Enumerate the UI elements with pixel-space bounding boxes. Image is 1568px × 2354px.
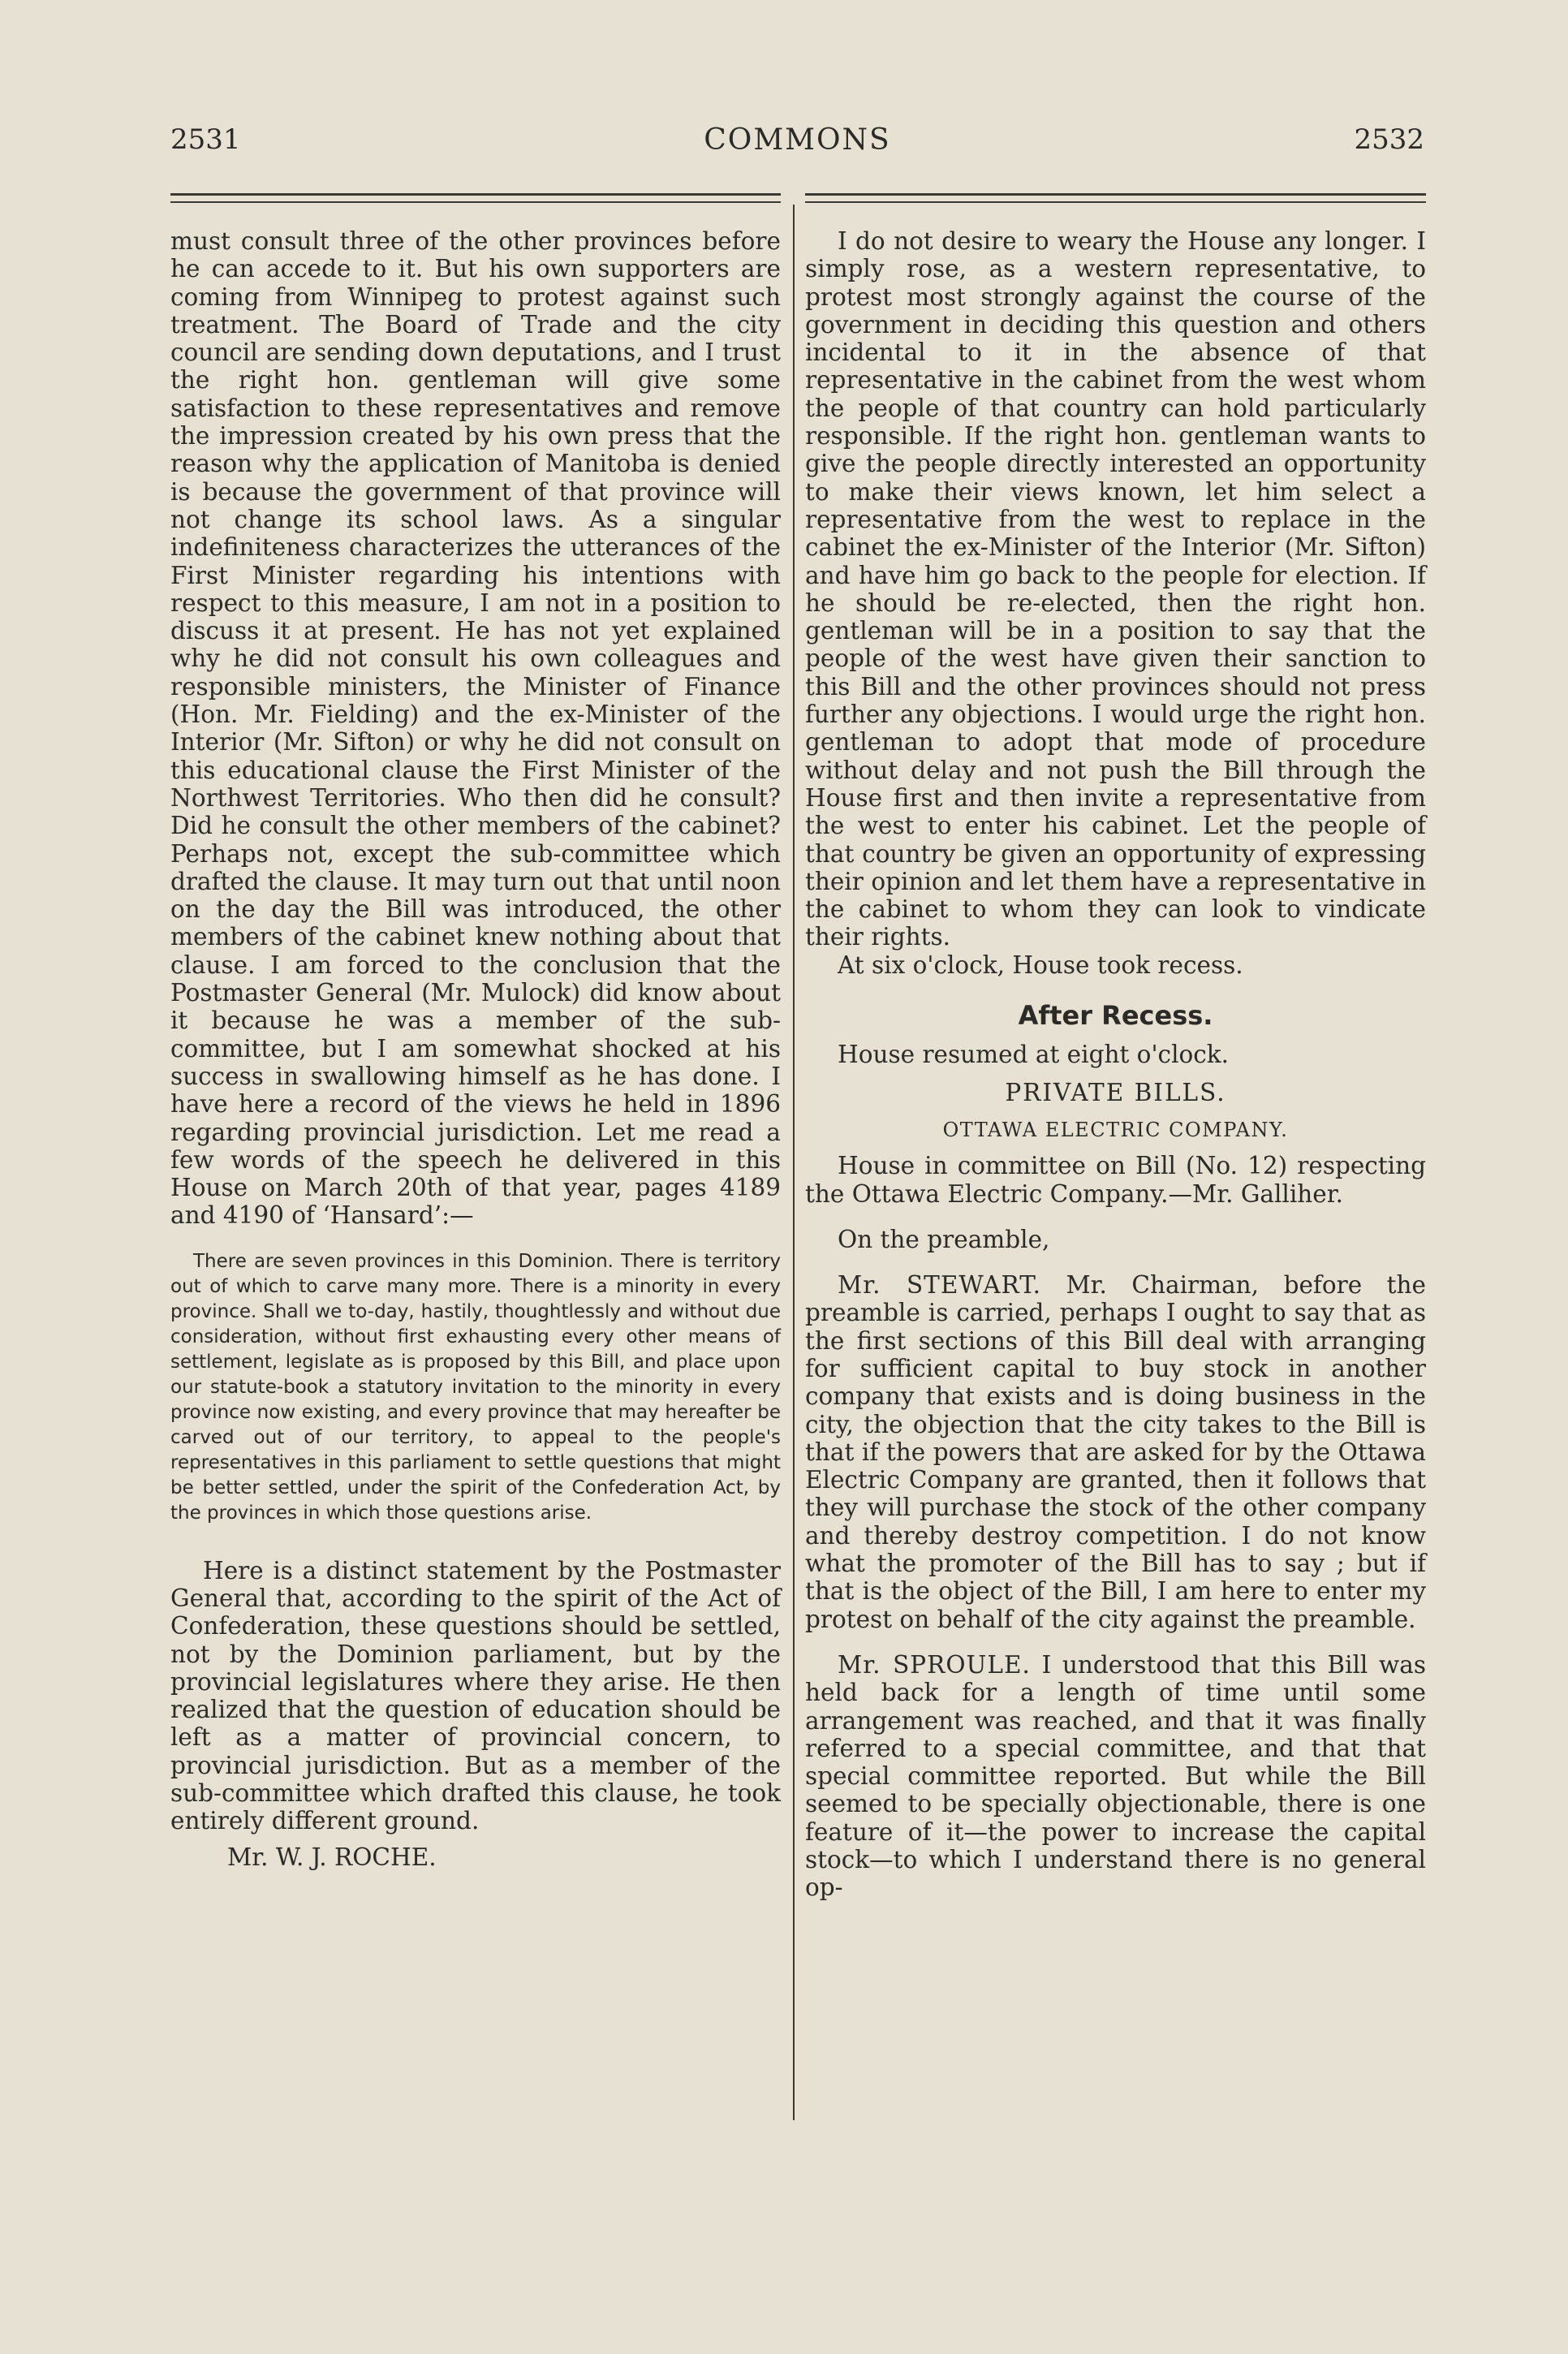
left-paragraph-1: must consult three of the other provinces before he can accede to it. But his own supporters are coming from Winnipeg to protest against such treatment. The Board of Trade and the city council are sending down deputations, and I trust the right hon. gentleman will give some satisfaction to these representatives and remove the impression created by his own press that the reason why the application of Manitoba is denied is because the government of that province will not change its school laws. As a singular indefiniteness characterizes the utterances of the First Minister regarding his intentions with respect to this measure, I am not in a position to discuss it at present. He has not yet explained why he did not consult his own colleagues and responsible ministers, the Minister of Finance (Hon. Mr. Fielding) and the ex-Minister of the Interior (Mr. Sifton) or why he did not consult on this educational clause the First Minister of the Northwest Territories. Who then did he consult? Did he consult the other members of the cabinet? Perhaps not, except the sub-committee which drafted the clause. It may turn out that until noon on the day the Bill was introduced, the other members of the cabinet knew nothing about that clause. I am forced to the conclusion that the Postmaster General (Mr. Mulock) did know about it because he was a member of the sub-committee, but I am somewhat shocked at his success in swallowing himself as he has done. I have here a record of the views he held in 1896 regarding provincial jurisdiction. Let me read a few words of the speech he delivered in this House on March 20th of that year, pages 4189 and 4190 of ‘Hansard’:— [170,227,781,1230]
header-rule-top-left [170,193,781,196]
committee-paragraph: House in committee on Bill (No. 12) respecting the Ottawa Electric Company.—Mr. Galliher. [805,1152,1426,1208]
sproule-speech [805,1651,1426,1902]
header-rule-bottom-left [170,201,781,203]
stewart-speech [805,1271,1426,1633]
company-heading: OTTAWA ELECTRIC COMPANY. [942,1118,1289,1141]
page-number-left: 2531 [170,123,241,156]
page-number-right: 2532 [1354,123,1424,156]
left-column [170,227,781,1871]
column-divider [793,205,795,2120]
right-column [805,227,1426,1902]
right-paragraph-1: I do not desire to weary the House any longer. I simply rose, as a western representative, to protest most strongly against the course of the government in deciding this question and others incidental to it in the absence of that representative in the cabinet from the west whom the people of that country can hold particularly responsible. If the right hon. gentleman wants to give the people directly interested an opportunity to make their views known, let him select a representative from the west to replace in the cabinet the ex-Minister of the Interior (Mr. Sifton) and have him go back to the people for election. If he should be re-elected, then the right hon. gentleman will be in a position to say that the people of the west have given their sanction to this Bill and the other provinces should not press further any objections. I would urge the right hon. gentleman to adopt that mode of procedure without delay and not push the Bill through the House first and then invite a representative from the west to enter his cabinet. Let the people of that country be given an opportunity of expressing their opinion and let them have a representative in the cabinet to whom they can look to vindicate their rights. [805,227,1426,951]
recess-note: At six o'clock, House took recess. [838,951,1243,979]
speaker-signature: Mr. W. J. ROCHE. [227,1843,437,1871]
sproule-speech-text: I understood that this Bill was held back for a length of time until some arrangement was reached, and that it was finally referred to a special committee, and that that special committee reported. But while the Bill seemed to be specially objectionable, there is one feature of it—the power to increase the capital stock—to which I understand there is no general op- [805,1650,1426,1902]
private-bills-heading: PRIVATE BILLS. [1005,1078,1226,1106]
header-rule-top-right [805,193,1426,196]
header-rule-bottom-right [805,201,1426,203]
preamble-line: On the preamble, [838,1225,1050,1253]
sproule-speaker-name: Mr. SPROULE. [838,1650,1031,1679]
stewart-speech-text: Mr. Chairman, before the preamble is carried, perhaps I ought to say that as the first sections of this Bill deal with arranging for sufficient capital to buy stock in another company that exists and is doing business in the city, the objection that the city takes to the Bill is that if the powers that are asked for by the Ottawa Electric Company are granted, then it follows that they will purchase the stock of the other company and thereby destroy competition. I do not know what the promoter of the Bill has to say ; but if that is the object of the Bill, I am here to enter my protest on behalf of the city against the preamble. [805,1271,1426,1633]
stewart-speaker-name: Mr. STEWART. [838,1271,1041,1300]
after-recess-heading: After Recess. [1018,1000,1213,1032]
running-head-title: COMMONS [704,123,891,157]
page-header [170,123,1424,172]
house-resumed: House resumed at eight o'clock. [838,1041,1230,1069]
left-paragraph-2: Here is a distinct statement by the Postmaster General that, according to the spirit of the Act of Confederation, these questions should be settled, not by the Dominion parliament, but by the provincial legislatures where they arise. He then realized that the question of education should be left as a matter of provincial concern, to provincial jurisdiction. But as a member of the sub-committee which drafted this clause, he took entirely different ground. [170,1556,781,1835]
quoted-speech: There are seven provinces in this Dominion. There is territory out of which to carve many more. There is a minority in every province. Shall we to-day, hastily, thoughtlessly and without due consideration, without first exhausting every other means of settlement, legislate as is proposed by this Bill, and place upon our statute-book a statutory invitation to the minority in every province now existing, and every province that may hereafter be carved out of our territory, to appeal to the people's representatives in this parliament to settle questions that might be better settled, under the spirit of the Confederation Act, by the provinces in which those questions arise. [170,1250,781,1524]
